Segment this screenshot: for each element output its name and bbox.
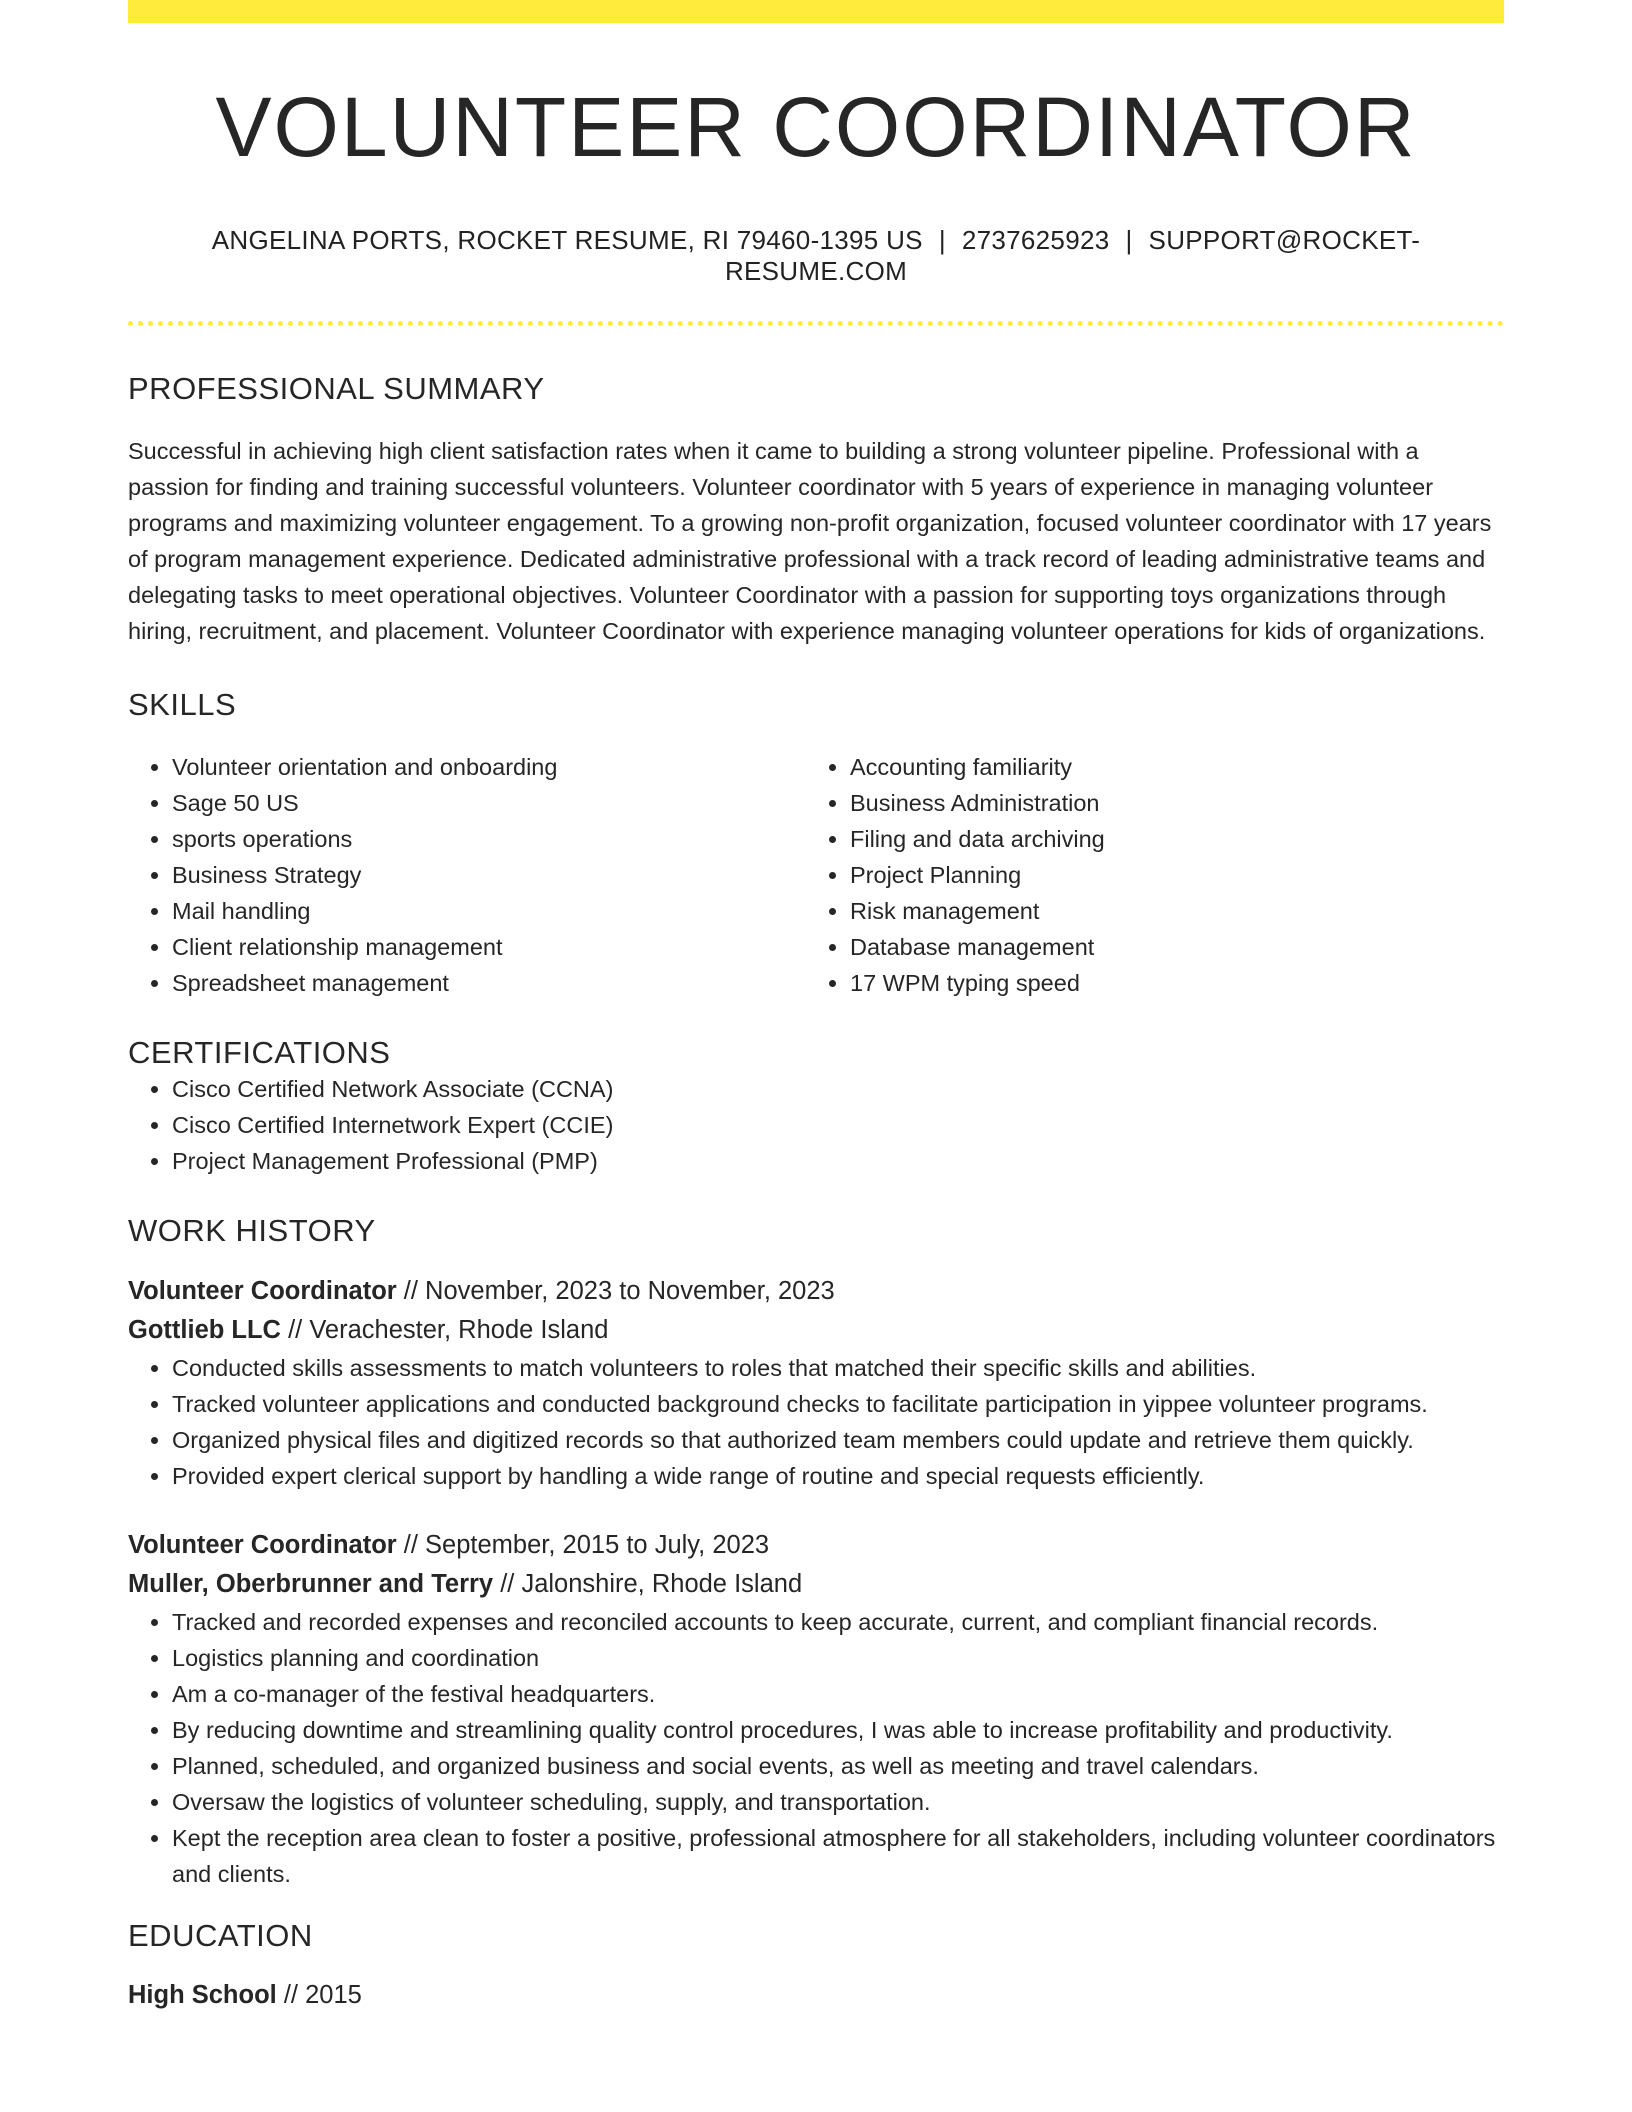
job-duty: • Kept the reception area clean to foster a positive, professional atmosphere for all stakeholders, including volunteer coordinators and clients. (172, 1820, 1504, 1892)
skill-item: • Sage 50 US (172, 785, 806, 821)
certifications-heading: CERTIFICATIONS (128, 1035, 391, 1070)
skills-grid (128, 749, 1504, 1001)
job-duty: • Am a co-manager of the festival headquarters. (172, 1676, 1504, 1712)
job-company: Muller, Oberbrunner and Terry (128, 1570, 494, 1598)
job-title: Volunteer Coordinator (128, 1277, 397, 1305)
job-dates: // September, 2015 to July, 2023 (396, 1531, 770, 1559)
education-heading: EDUCATION (128, 1918, 313, 1953)
contact-separator: | (938, 225, 946, 255)
job-duty: • Provided expert clerical support by handling a wide range of routine and special requests efficiently. (172, 1458, 1504, 1494)
job-title: Volunteer Coordinator (128, 1531, 397, 1559)
certification-item: • Cisco Certified Internetwork Expert (CCIE) (172, 1107, 1504, 1143)
contact-phone: 2737625923 (961, 225, 1110, 255)
contact-address: ANGELINA PORTS, ROCKET RESUME, RI 79460-1395 US (211, 225, 923, 255)
education-year: // 2015 (276, 1981, 362, 2009)
resume-page (128, 0, 1504, 2015)
job-duty: • Logistics planning and coordination (172, 1640, 1504, 1676)
skills-column-right (806, 749, 1484, 1001)
job-company: Gottlieb LLC (128, 1316, 281, 1344)
skill-item: • Client relationship management (172, 929, 806, 965)
job-duties-list (128, 1604, 1504, 1892)
skill-item: • Spreadsheet management (172, 965, 806, 1001)
skill-item: • sports operations (172, 821, 806, 857)
job-duty: • By reducing downtime and streamlining quality control procedures, I was able to increase profitability and productivity. (172, 1712, 1504, 1748)
skill-item: • Project Planning (850, 857, 1484, 893)
skill-item: • Risk management (850, 893, 1484, 929)
job-title-line (128, 1272, 1504, 1311)
skill-item: • Business Strategy (172, 857, 806, 893)
job-location: // Jalonshire, Rhode Island (493, 1570, 803, 1598)
contact-separator: | (1125, 225, 1133, 255)
skill-item: • Business Administration (850, 785, 1484, 821)
skill-item: • Filing and data archiving (850, 821, 1484, 857)
contact-email: SUPPORT@ROCKET-RESUME.COM (724, 225, 1421, 286)
job-company-line (128, 1311, 1504, 1350)
skill-item: • Mail handling (172, 893, 806, 929)
job-location: // Verachester, Rhode Island (280, 1316, 609, 1344)
skill-item: • 17 WPM typing speed (850, 965, 1484, 1001)
skills-column-left (128, 749, 806, 1001)
certifications-list (128, 1071, 1504, 1179)
summary-text: Successful in achieving high client satisfaction rates when it came to building a strong volunteer pipeline. Professional with a passion for finding and training successful volunteers. Volunteer coordinator with 5 years of experience in managing volunteer programs and maximizing volunteer engagement. To a growing non-profit organization, focused volunteer coordinator with 17 years of program management experience. Dedicated administrative professional with a track record of leading administrative teams and delegating tasks to meet operational objectives. Volunteer Coordinator with a passion for supporting toys organizations through hiring, recruitment, and placement. Volunteer Coordinator with experience managing volunteer operations for kids of organizations. (128, 438, 1492, 644)
skill-item: • Volunteer orientation and onboarding (172, 749, 806, 785)
job-duties-list (128, 1350, 1504, 1494)
job-duty: • Conducted skills assessments to match volunteers to roles that matched their specific skills and abilities. (172, 1350, 1504, 1386)
summary-heading: PROFESSIONAL SUMMARY (128, 371, 545, 406)
skill-item: • Database management (850, 929, 1484, 965)
job-title-line (128, 1526, 1504, 1565)
education-degree: High School (128, 1981, 277, 2009)
work-history-heading: WORK HISTORY (128, 1213, 376, 1248)
certification-item: • Cisco Certified Network Associate (CCNA) (172, 1071, 1504, 1107)
certification-item: • Project Management Professional (PMP) (172, 1143, 1504, 1179)
education-line (128, 1976, 1504, 2015)
job-dates: // November, 2023 to November, 2023 (396, 1277, 835, 1305)
resume-title: VOLUNTEER COORDINATOR (215, 80, 1417, 174)
job-duty: • Organized physical files and digitized records so that authorized team members could update and retrieve them quickly. (172, 1422, 1504, 1458)
job-duty: • Planned, scheduled, and organized business and social events, as well as meeting and travel calendars. (172, 1748, 1504, 1784)
job-duty: • Oversaw the logistics of volunteer scheduling, supply, and transportation. (172, 1784, 1504, 1820)
job-company-line (128, 1565, 1504, 1604)
dotted-divider (128, 321, 1504, 326)
job-duty: • Tracked volunteer applications and conducted background checks to facilitate participation in yippee volunteer programs. (172, 1386, 1504, 1422)
contact-line (128, 225, 1504, 287)
job-duty: • Tracked and recorded expenses and reconciled accounts to keep accurate, current, and compliant financial records. (172, 1604, 1504, 1640)
accent-top-bar (128, 0, 1504, 23)
skills-heading: SKILLS (128, 687, 237, 722)
skill-item: • Accounting familiarity (850, 749, 1484, 785)
